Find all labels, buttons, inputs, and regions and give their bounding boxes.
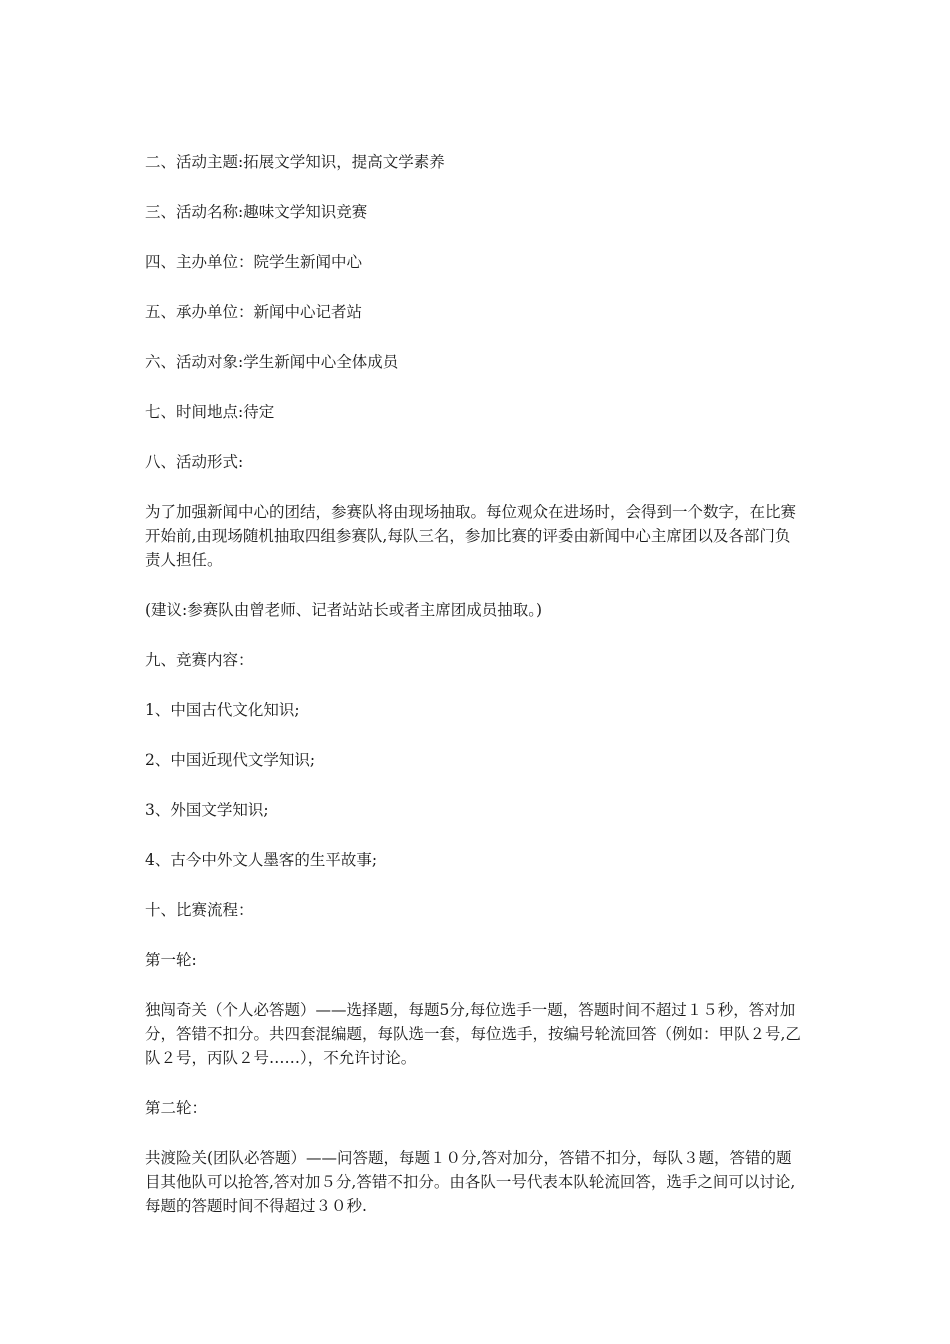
section-process-heading: 十、比赛流程： xyxy=(145,901,254,919)
round-1-heading: 第一轮: xyxy=(145,951,197,969)
content-item-1: 1、中国古代文化知识; xyxy=(145,701,300,719)
section-format-body: 为了加强新闻中心的团结，参赛队将由现场抽取。每位观众在进场时，会得到一个数字，在比赛开始前,由现场随机抽取四组参赛队,每队三名，参加比赛的评委由新闻中心主席团以及各部门负责人担任。 xyxy=(145,503,797,569)
section-theme: 二、活动主题:拓展文学知识，提高文学素养 xyxy=(145,153,445,171)
section-organizer: 四、主办单位：院学生新闻中心 xyxy=(145,253,363,271)
round-1-body: 独闯奇关（个人必答题）——选择题，每题5分,每位选手一题，答题时间不超过１５秒，答对加分，答错不扣分。共四套混编题，每队选一套，每位选手，按编号轮流回答（例如：甲队２号,乙队２号，丙队２号……），不允许讨论。 xyxy=(145,1001,801,1067)
section-name: 三、活动名称:趣味文学知识竞赛 xyxy=(145,203,368,221)
document-body xyxy=(145,150,805,1218)
round-2-heading: 第二轮： xyxy=(145,1099,208,1117)
round-2-body: 共渡险关(团队必答题）——问答题，每题１０分,答对加分，答错不扣分，每队３题，答错的题目其他队可以抢答,答对加５分,答错不扣分。由各队一号代表本队轮流回答，选手之间可以讨论,每题的答题时间不得超过３０秒. xyxy=(145,1149,796,1215)
section-content-heading: 九、竞赛内容： xyxy=(145,651,254,669)
content-item-4: 4、古今中外文人墨客的生平故事; xyxy=(145,851,378,869)
section-format-note: (建议:参赛队由曾老师、记者站站长或者主席团成员抽取。) xyxy=(145,601,543,619)
content-item-3: 3、外国文学知识; xyxy=(145,801,269,819)
section-format-heading: 八、活动形式: xyxy=(145,453,244,471)
content-item-2: 2、中国近现代文学知识; xyxy=(145,751,316,769)
section-co-organizer: 五、承办单位：新闻中心记者站 xyxy=(145,303,363,321)
section-time-place: 七、时间地点:待定 xyxy=(145,403,275,421)
section-audience: 六、活动对象:学生新闻中心全体成员 xyxy=(145,353,399,371)
